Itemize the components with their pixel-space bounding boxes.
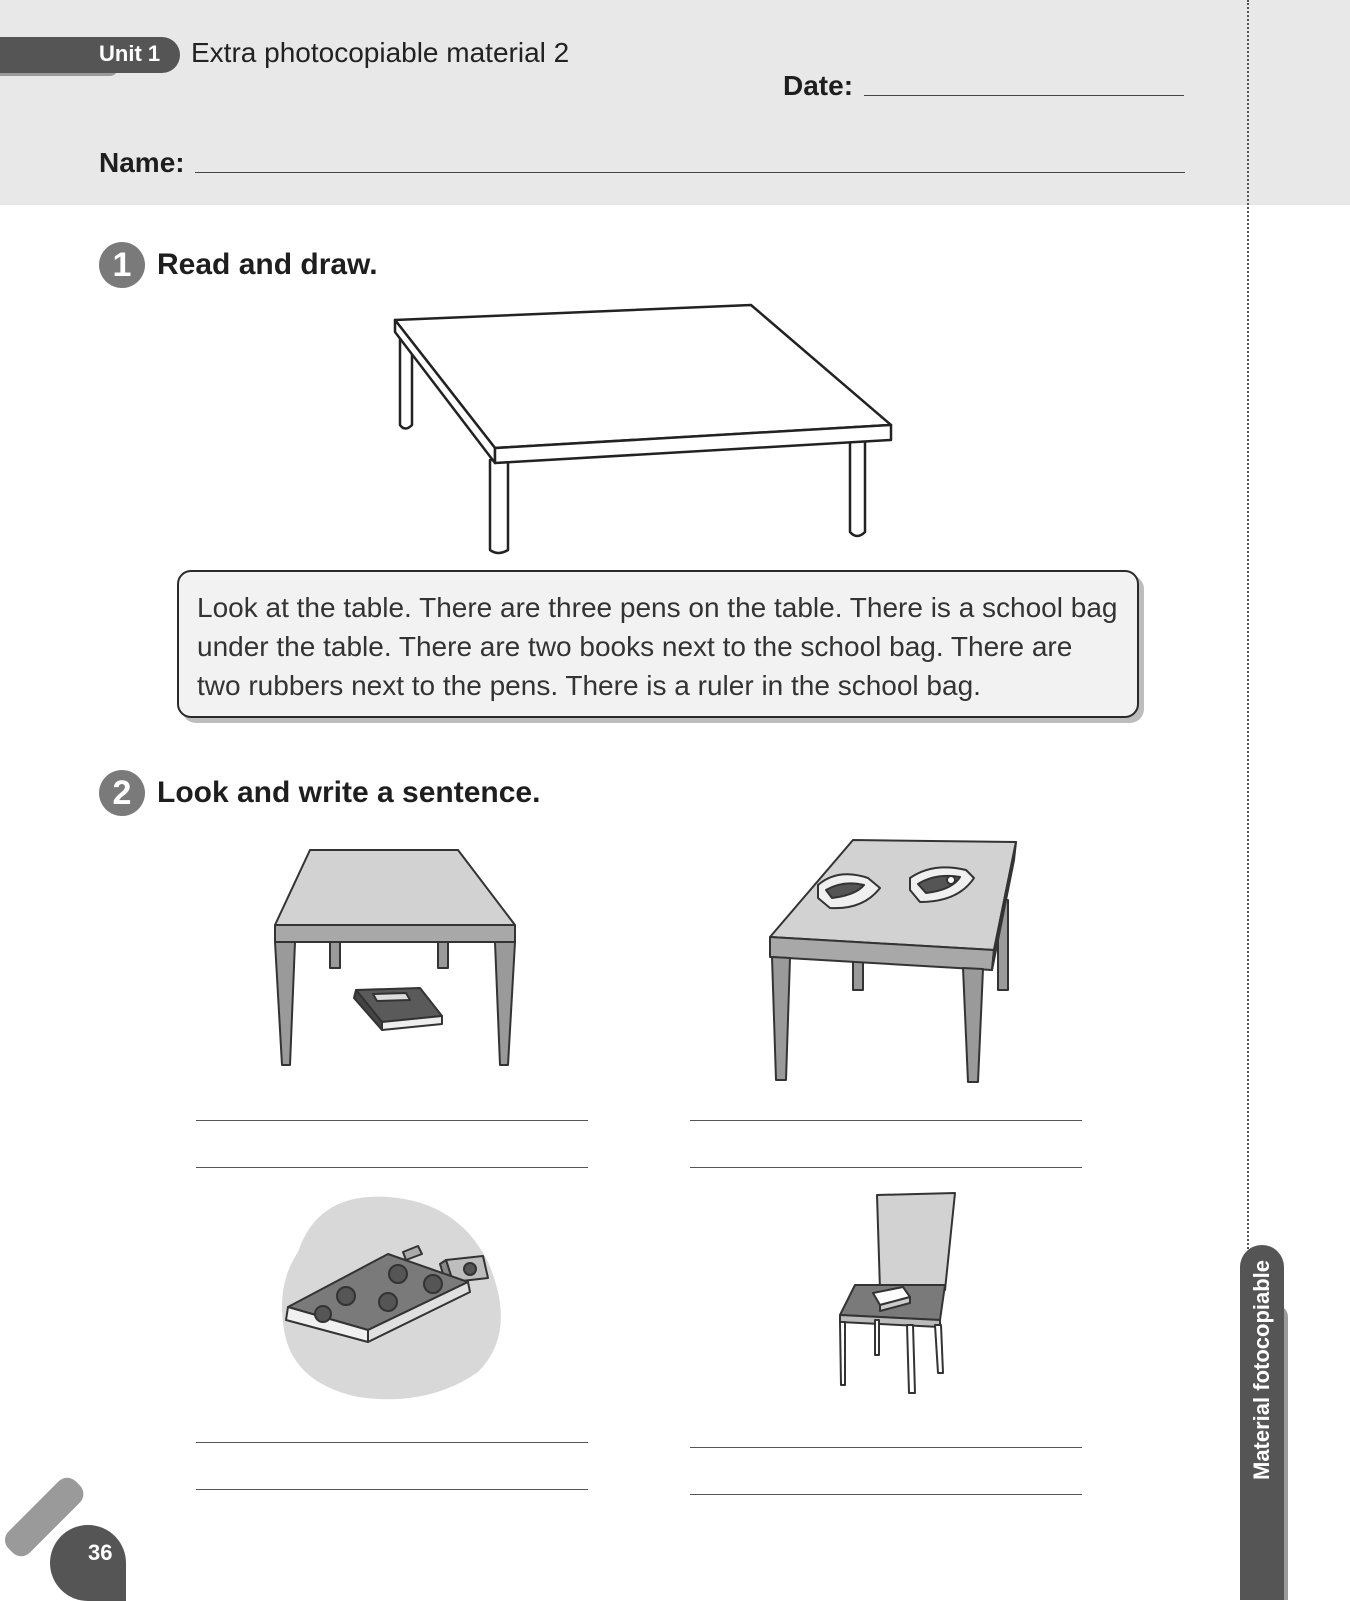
header-band	[0, 0, 1248, 205]
story-text-box	[177, 570, 1139, 718]
unit-label: Unit 1	[99, 41, 161, 66]
date-field[interactable]	[864, 95, 1184, 96]
answer-line-3a[interactable]	[196, 1442, 588, 1443]
answer-line-4a[interactable]	[690, 1447, 1082, 1448]
answer-line-2b[interactable]	[690, 1167, 1082, 1168]
empty-table-drawing[interactable]	[395, 300, 895, 560]
story-text: Look at the table. There are three pens on the table. There is a school bag under the table. There are two books next to the school bag. There are two rubbers next to the pens. There is a ruler in the school bag.	[197, 592, 1118, 701]
answer-line-1a[interactable]	[196, 1120, 588, 1121]
header-right-strip	[1248, 0, 1350, 205]
table-with-pencil-cases-picture	[768, 840, 1028, 1090]
exercise-1-title: Read and draw.	[157, 248, 378, 281]
exercise-2-title: Look and write a sentence.	[157, 776, 541, 809]
book-and-sharpener-picture	[278, 1192, 518, 1402]
side-tab-label: Material fotocopiable	[1249, 1259, 1274, 1481]
chair-with-rubber-picture	[835, 1195, 970, 1395]
answer-line-2a[interactable]	[690, 1120, 1082, 1121]
answer-line-1b[interactable]	[196, 1167, 588, 1168]
table-with-book-under-picture	[270, 850, 530, 1080]
name-field[interactable]	[195, 172, 1185, 173]
name-label: Name:	[99, 147, 185, 178]
exercise-1-number: 1	[99, 242, 145, 288]
page-number: 36	[88, 1540, 113, 1565]
page-subtitle: Extra photocopiable material 2	[191, 37, 570, 68]
date-label: Date:	[783, 70, 854, 101]
answer-line-3b[interactable]	[196, 1489, 588, 1490]
answer-line-4b[interactable]	[690, 1494, 1082, 1495]
exercise-2-number: 2	[99, 770, 145, 816]
